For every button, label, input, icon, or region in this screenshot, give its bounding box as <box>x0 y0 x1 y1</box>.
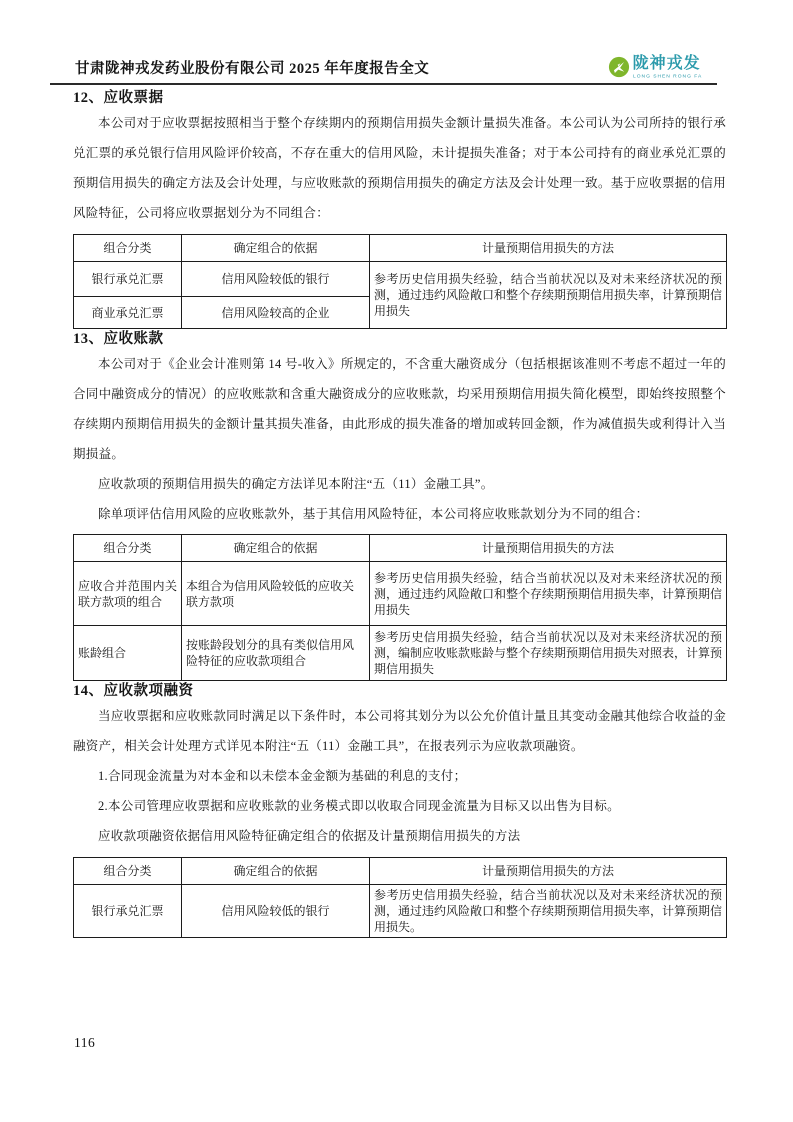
section-12-heading: 12、应收票据 <box>73 90 164 106</box>
section-14-heading: 14、应收款项融资 <box>73 683 194 699</box>
logo-company-name-pinyin: LONG SHEN RONG FA <box>632 74 702 79</box>
section-13-paragraph: 应收款项的预期信用损失的确定方法详见本附注“五（11）金融工具”。 <box>98 477 494 491</box>
table-cell: 信用风险较低的银行 <box>182 262 370 297</box>
logo-circle-bird-icon <box>608 56 630 78</box>
table-header-cell: 组合分类 <box>74 535 182 562</box>
section-12-paragraph: 本公司对于应收票据按照相当于整个存续期内的预期信用损失金额计量损失准备。本公司认为公司所持的银行承兑汇票的承兑银行信用风险评价较高，不存在重大的信用风险，未计提损失准备；对于本公司持有的商业承兑汇票的预期信用损失的确定方法及会计处理，与应收账款的预期信用损失的确定方法及会计处理一致。基于应收票据的信用风险特征，公司将应收票据划分为不同组合： <box>73 116 726 220</box>
section-13-heading: 13、应收账款 <box>73 331 164 347</box>
section-14-paragraph: 应收款项融资依据信用风险特征确定组合的依据及计量预期信用损失的方法 <box>98 829 521 843</box>
table-cell: 商业承兑汇票 <box>74 297 182 329</box>
table-header-row <box>74 535 727 562</box>
table-cell: 本组合为信用风险较低的应收关联方款项 <box>182 562 370 626</box>
table-row <box>74 562 727 626</box>
table-cell: 信用风险较低的银行 <box>182 885 370 938</box>
section-14-paragraph: 当应收票据和应收账款同时满足以下条件时，本公司将其划分为以公允价值计量且其变动金融其他综合收益的金融资产，相关会计处理方式详见本附注“五（11）金融工具”，在报表列示为应收款项融资。 <box>73 709 726 753</box>
table-header-cell: 确定组合的依据 <box>182 535 370 562</box>
table-header-cell: 组合分类 <box>74 235 182 262</box>
table-header-row <box>74 858 727 885</box>
table-cell: 参考历史信用损失经验，结合当前状况以及对未来经济状况的预测，通过违约风险敞口和整个存续期预期信用损失率，计算预期信用损失 <box>370 262 727 329</box>
table-header-row <box>74 235 727 262</box>
table-row <box>74 626 727 681</box>
table-header-cell: 计量预期信用损失的方法 <box>370 858 727 885</box>
section-13-paragraph: 本公司对于《企业会计准则第 14 号-收入》所规定的，不含重大融资成分（包括根据该准则不考虑不超过一年的合同中融资成分的情况）的应收账款和含重大融资成分的应收账款，均采用预期信用损失简化模型，即始终按照整个存续期内预期信用损失的金额计量其损失准备，由此形成的损失准备的增加或转回金额，作为减值损失或利得计入当期损益。 <box>73 357 726 461</box>
table-cell: 参考历史信用损失经验，结合当前状况以及对未来经济状况的预测，通过违约风险敞口和整个存续期预期信用损失率，计算预期信用损失。 <box>370 885 727 938</box>
table-cell: 应收合并范围内关联方款项的组合 <box>74 562 182 626</box>
accounts-receivable-portfolio-table <box>73 534 727 681</box>
company-logo <box>608 56 717 83</box>
section-14-list-item: 2.本公司管理应收票据和应收账款的业务模式即以收取合同现金流量为目标又以出售为目标。 <box>98 799 620 813</box>
logo-text-column <box>633 56 717 80</box>
table-cell: 参考历史信用损失经验，结合当前状况以及对未来经济状况的预测，编制应收账款账龄与整个存续期预期信用损失对照表，计算预期信用损失 <box>370 626 727 681</box>
table-header-cell: 确定组合的依据 <box>182 235 370 262</box>
page-number: 116 <box>74 1035 96 1050</box>
table-header-cell: 确定组合的依据 <box>182 858 370 885</box>
table-cell: 信用风险较高的企业 <box>182 297 370 329</box>
table-cell: 银行承兑汇票 <box>74 885 182 938</box>
table-header-cell: 组合分类 <box>74 858 182 885</box>
document-content <box>73 88 726 938</box>
report-header-title: 甘肃陇神戎发药业股份有限公司 2025 年年度报告全文 <box>75 61 430 77</box>
table-cell: 账龄组合 <box>74 626 182 681</box>
table-header-cell: 计量预期信用损失的方法 <box>370 235 727 262</box>
section-14-list-item: 1.合同现金流量为对本金和以未偿本金金额为基础的利息的支付； <box>98 769 467 783</box>
table-cell: 银行承兑汇票 <box>74 262 182 297</box>
bills-receivable-portfolio-table <box>73 234 727 329</box>
table-row <box>74 262 727 297</box>
table-header-cell: 计量预期信用损失的方法 <box>370 535 727 562</box>
table-cell: 按账龄段划分的具有类似信用风险特征的应收款项组合 <box>182 626 370 681</box>
receivables-financing-portfolio-table <box>73 857 727 938</box>
table-row <box>74 885 727 938</box>
table-cell: 参考历史信用损失经验，结合当前状况以及对未来经济状况的预测，通过违约风险敞口和整个存续期预期信用损失率，计算预期信用损失 <box>370 562 727 626</box>
section-13-paragraph: 除单项评估信用风险的应收账款外，基于其信用风险特征，本公司将应收账款划分为不同的组合： <box>98 507 649 521</box>
logo-company-name: 陇神戎发 <box>632 55 701 72</box>
page-header <box>50 46 717 85</box>
